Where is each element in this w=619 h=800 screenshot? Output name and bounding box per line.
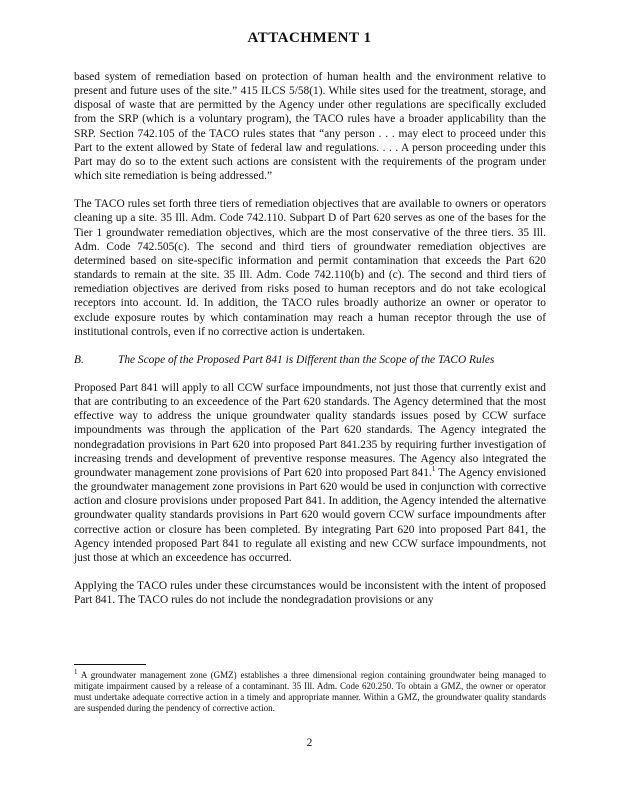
page-title: ATTACHMENT 1 bbox=[247, 30, 372, 46]
footnote bbox=[74, 670, 546, 714]
paragraph-taco-tiers: The TACO rules set forth three tiers of remediation objectives that are available to owners or operators cleaning up a site. 35 Ill. Adm. Code 742.110. Subpart D of Part 620 serves as one of the bases for the Tier 1 groundwater remediation objectives, which are the most conservative of the three tiers. 35 Ill. Adm. Code 742.505(c). The second and third tiers of groundwater remediation objectives are determined based on site-specific information and permit contamination that exceeds the Part 620 standards to remain at the site. 35 Ill. Adm. Code 742.110(b) and (c). The second and third tiers of remediation objectives are derived from risks posed to human receptors and do not take ecological receptors into account. Id. In addition, the TACO rules broadly authorize an owner or operator to exclude exposure routes by which contamination may reach a human receptor through the use of institutional controls, even if no corrective action is undertaken. bbox=[74, 198, 546, 338]
paragraph-part-841-text: Proposed Part 841 will apply to all CCW surface impoundments, not just those that currently exist and that are contributing to an exceedence of the Part 620 standards. The Agency determined that the most effective way to address the unique groundwater quality standards issues posed by CCW surface impoundments was through the application of the Part 620 standards. The Agency integrated the nondegradation provisions in Part 620 into proposed Part 841.235 by requiring further investigation of increasing trends and development of preventive response measures. The Agency also integrated the groundwater management zone provisions of Part 620 into proposed Part 841. bbox=[74, 381, 546, 479]
footnote-mark: 1 bbox=[74, 668, 78, 676]
section-heading-b bbox=[74, 353, 546, 367]
paragraph-part-841-continued: The Agency envisioned the groundwater management zone provisions in Part 620 would be used in conjunction with corrective action and closure provisions under proposed Part 841. In addition, the Agency intended the alternative groundwater quality standards provisions in Part 620 would govern CCW surface impoundments after corrective action or closure has been completed. By integrating Part 620 into proposed Part 841, the Agency intended proposed Part 841 to regulate all existing and new CCW surface impoundments, not just those at which an exceedence has occurred. bbox=[74, 466, 546, 564]
body-text bbox=[74, 70, 546, 621]
page-number: 2 bbox=[306, 737, 313, 749]
footnote-text: A groundwater management zone (GMZ) establishes a three dimensional region containing groundwater being managed to mitigate impairment caused by a release of a contaminant. 35 Ill. Adm. Code 620.250. To obtain a GMZ, the owner or operator must undertake adequate corrective action in a timely and appropriate manner. Within a GMZ, the groundwater quality standards are suspended during the pendency of corrective action. bbox=[74, 670, 546, 713]
section-title: The Scope of the Proposed Part 841 is Different than the Scope of the TACO Rules bbox=[118, 353, 495, 366]
footnote-divider bbox=[74, 664, 146, 665]
footnote-reference[interactable]: 1 bbox=[431, 465, 436, 474]
paragraph-applying-taco: Applying the TACO rules under these circumstances would be inconsistent with the intent of proposed Part 841. The TACO rules do not include the nondegradation provisions or any bbox=[74, 580, 546, 607]
section-letter: B. bbox=[74, 353, 84, 366]
paragraph-part-841 bbox=[74, 381, 546, 565]
paragraph-srp: based system of remediation based on protection of human health and the environment relative to present and future uses of the site.” 415 ILCS 5/58(1). While sites used for the treatment, storage, and disposal of waste that are permitted by the Agency under other regulations are specifically excluded from the SRP (which is a voluntary program), the TACO rules have a broader applicability than the SRP. Section 742.105 of the TACO rules states that “any person . . . may elect to proceed under this Part to the extent allowed by State of federal law and regulations. . . . A person proceeding under this Part may do so to the extent such actions are consistent with the requirements of the program under which site remediation is being addressed.” bbox=[74, 71, 546, 183]
